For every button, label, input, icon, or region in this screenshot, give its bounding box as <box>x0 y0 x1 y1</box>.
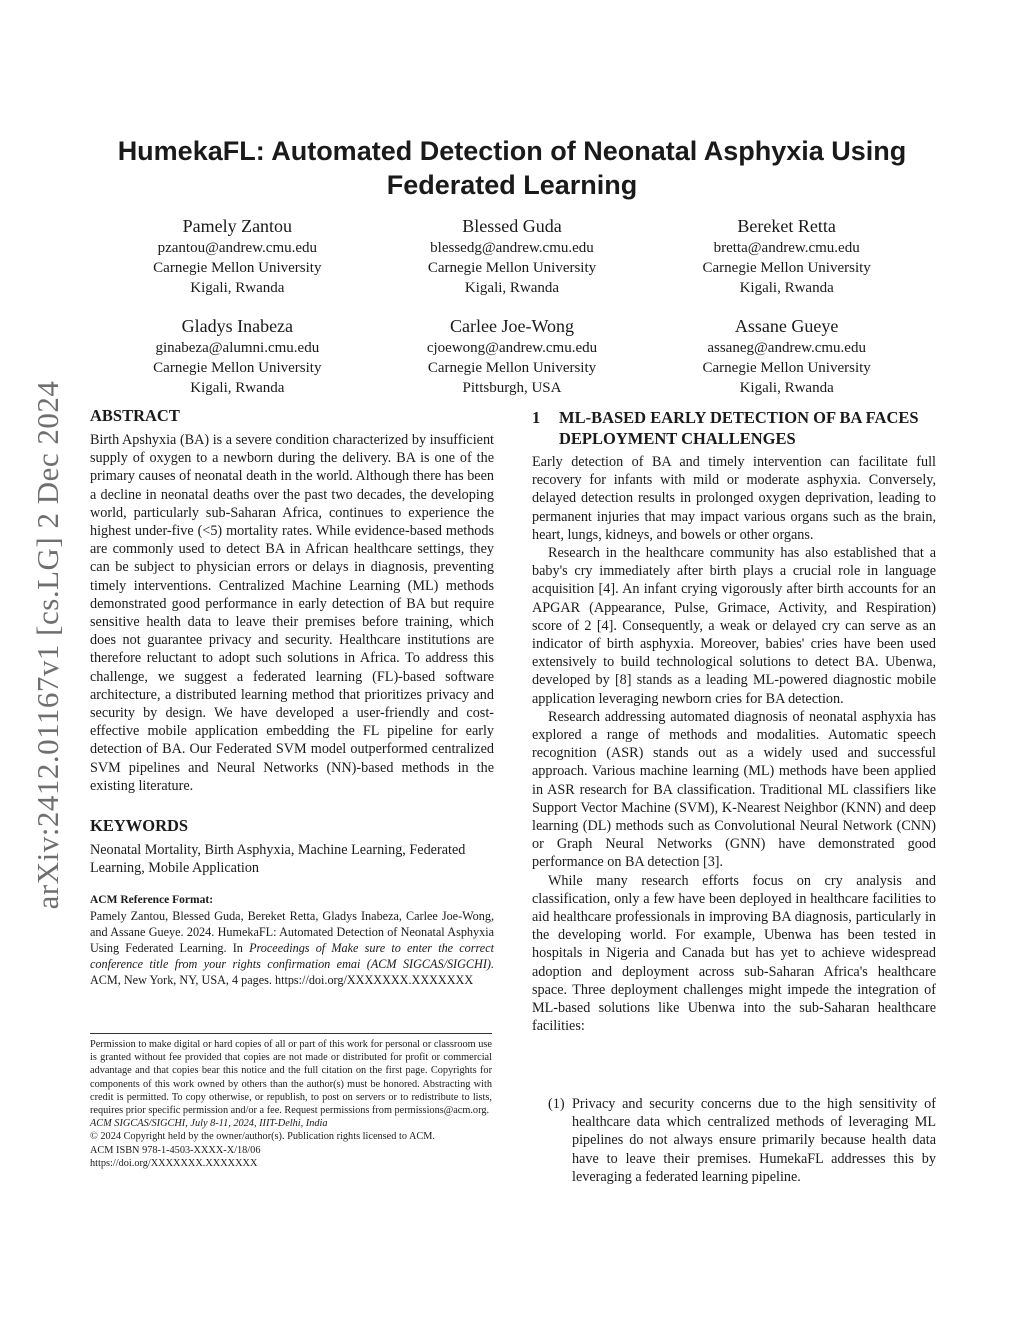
author-list <box>100 214 924 398</box>
author-email[interactable]: ginabeza@alumni.cmu.edu <box>155 340 320 356</box>
author-affiliation: Carnegie Mellon University <box>427 360 597 376</box>
author-name: Bereket Retta <box>737 216 836 236</box>
keywords-text: Neonatal Mortality, Birth Asphyxia, Machine Learning, Federated Learning, Mobile Application <box>90 842 466 877</box>
section-title: ML-BASED EARLY DETECTION OF BA FACES DEPLOYMENT CHALLENGES <box>559 408 919 448</box>
arxiv-identifier-text: arXiv:2412.01167v1 [cs.LG] 2 Dec 2024 <box>30 380 65 910</box>
author-name: Blessed Guda <box>462 216 562 236</box>
author-name: Gladys Inabeza <box>181 316 294 336</box>
author-location: Pittsburgh, USA <box>462 380 562 396</box>
author-name: Assane Gueye <box>734 316 839 336</box>
author-block <box>649 214 924 298</box>
body-paragraph: Research in the healthcare community has also established that a baby's cry immediately after birth plays a crucial role in language acquisition [4]. An infant crying vigorously after birth accounts for an APGAR (Appearance, Pulse, Grimace, Activity, and Respiration) score of 2 [4]. Consequently, a weak or delayed cry can serve as an indicator of birth asphyxia. Moreover, babies' cries have been used extensively to build technological solutions to detect BA. Ubenwa, developed by [8] stands as a leading ML-powered diagnostic mobile application leveraging newborn cries for BA detection. <box>532 545 936 707</box>
right-column <box>532 405 936 1036</box>
author-block <box>100 214 375 298</box>
author-block <box>100 314 375 398</box>
body-paragraph: Research addressing automated diagnosis of neonatal asphyxia has explored a range of methods and modalities. Automatic speech recognition (ASR) stands out as a widely used and successful approach. Various machine learning (ML) methods have been applied in ASR research for BA classification. Traditional ML classifiers like Support Vector Machine (SVM), K-Nearest Neighbor (KNN) and deep learning (DL) methods such as Convolutional Neural Network (CNN) or Graph Neural Networks (GNN) have demonstrated good performance on BA detection [3]. <box>532 708 936 871</box>
author-affiliation: Carnegie Mellon University <box>427 260 597 276</box>
list-item-text: Privacy and security concerns due to the high sensitivity of healthcare data which centralized methods of leveraging ML pipelines do not always ensure primarily because health data have to leave their premises. HumekaFL addresses this by leveraging a federated learning pipeline. <box>572 1096 936 1185</box>
permission-text: Permission to make digital or hard copies of all or part of this work for personal or classroom use is granted without fee provided that copies are not made or distributed for profit or commercial advantage and that copies bear this notice and the full citation on the first page. Copyrights for components of this work owned by others than the author(s) must be honored. Abstracting with credit is permitted. To copy otherwise, or republish, to post on servers or to redistribute to lists, requires prior specific permission and/or a fee. Request permissions from permissions@acm.org. <box>90 1039 492 1117</box>
author-email[interactable]: bretta@andrew.cmu.edu <box>713 240 860 256</box>
acm-reference-part2: ACM, New York, NY, USA, 4 pages. https://doi.org/XXXXXXX.XXXXXXX <box>90 973 474 988</box>
author-location: Kigali, Rwanda <box>190 380 285 396</box>
author-location: Kigali, Rwanda <box>464 280 560 296</box>
author-name: Carlee Joe-Wong <box>449 316 574 336</box>
left-column <box>90 405 494 988</box>
acm-reference-part1: Pamely Zantou, Blessed Guda, Bereket Retta, Gladys Inabeza, Carlee Joe-Wong, and Assane Gueye. 2024. HumekaFL: Automated Detection of Neonatal Asphyxia Using Federated Learning. In <box>90 909 494 956</box>
author-location: Kigali, Rwanda <box>190 280 285 296</box>
author-location: Kigali, Rwanda <box>739 380 834 396</box>
list-marker: (1) <box>548 1096 565 1112</box>
permission-footnote <box>90 1033 492 1170</box>
author-email[interactable]: assaneg@andrew.cmu.edu <box>707 340 866 356</box>
author-affiliation: Carnegie Mellon University <box>153 360 322 376</box>
copyright-notice: © 2024 Copyright held by the owner/author(s). Publication rights licensed to ACM. <box>90 1131 436 1143</box>
section-number: 1 <box>532 408 541 427</box>
doi-link[interactable]: https://doi.org/XXXXXXX.XXXXXXX <box>90 1157 258 1169</box>
abstract-text: Birth Apshyxia (BA) is a severe condition characterized by insufficient supply of oxygen to a newborn during the delivery. BA is one of the primary causes of neonatal death in the world. Although there has been a decline in neonatal deaths over the past two decades, the developing world, particularly sub-Saharan Africa, continues to experience the highest under-five (<5) mortality rates. While evidence-based methods are commonly used to detect BA in African healthcare settings, they can be subject to physician errors or delays in diagnosis, preventing timely interventions. Centralized Machine Learning (ML) methods demonstrated good performance in early detection of BA but require sensitive health data to leave their premises before training, which does not guarantee privacy and security. Healthcare institutions are therefore reluctant to adopt such solutions in Africa. To address this challenge, we suggest a federated learning (FL)-based software architecture, a distributed learning method that prioritizes privacy and security by design. We have developed a user-friendly and cost-effective mobile application embedding the FL pipeline for early detection of BA. Our Federated SVM model outperformed centralized SVM pipelines and Neural Networks (NN)-based methods in the existing literature. <box>90 432 494 794</box>
body-paragraph: Early detection of BA and timely intervention can facilitate full recovery for infants with mild or moderate asphyxia. Conversely, delayed detection results in prolonged oxygen deprivation, leading to permanent injuries that may impact various organs such as the brain, heart, lungs, kidneys, and bowels or other organs. <box>532 454 936 543</box>
acm-reference-venue: Proceedings of Make sure to enter the correct conference title from your rights confirmation emai (ACM SIGCAS/SIGCHI). <box>90 941 494 972</box>
author-email[interactable]: blessedg@andrew.cmu.edu <box>430 240 594 256</box>
paper-title: HumekaFL: Automated Detection of Neonatal Asphyxia Using Federated Learning <box>117 136 907 200</box>
acm-reference-heading: ACM Reference Format: <box>90 894 214 907</box>
author-affiliation: Carnegie Mellon University <box>153 260 322 276</box>
author-block <box>375 314 650 398</box>
author-email[interactable]: pzantou@andrew.cmu.edu <box>157 240 318 256</box>
author-block <box>375 214 650 298</box>
author-email[interactable]: cjoewong@andrew.cmu.edu <box>426 340 598 356</box>
list-item <box>548 1095 936 1186</box>
arxiv-identifier <box>22 360 74 930</box>
author-location: Kigali, Rwanda <box>739 280 834 296</box>
section-heading <box>532 407 936 449</box>
keywords-heading: KEYWORDS <box>90 816 189 836</box>
author-affiliation: Carnegie Mellon University <box>702 360 871 376</box>
author-affiliation: Carnegie Mellon University <box>702 260 871 276</box>
acm-reference-text <box>90 908 494 988</box>
body-paragraph: While many research efforts focus on cry analysis and classification, only a few have been deployed in healthcare facilities to aid healthcare professionals in improving BA diagnosis, particularly in the developing world. For example, Ubenwa has been tested in hospitals in Nigeria and Canada but has yet to achieve widespread adoption and deployment across sub-Saharan Africa's healthcare space. Three deployment challenges might impede the integration of ML-based solutions like Ubenwa into the sub-Saharan healthcare facilities: <box>532 872 936 1035</box>
isbn: ACM ISBN 978-1-4503-XXXX-X/18/06 <box>90 1144 261 1156</box>
author-name: Pamely Zantou <box>182 216 293 236</box>
author-block <box>649 314 924 398</box>
abstract-heading: ABSTRACT <box>90 406 180 425</box>
conference-venue: ACM SIGCAS/SIGCHI, July 8-11, 2024, IIIT-Delhi, India <box>90 1118 328 1130</box>
